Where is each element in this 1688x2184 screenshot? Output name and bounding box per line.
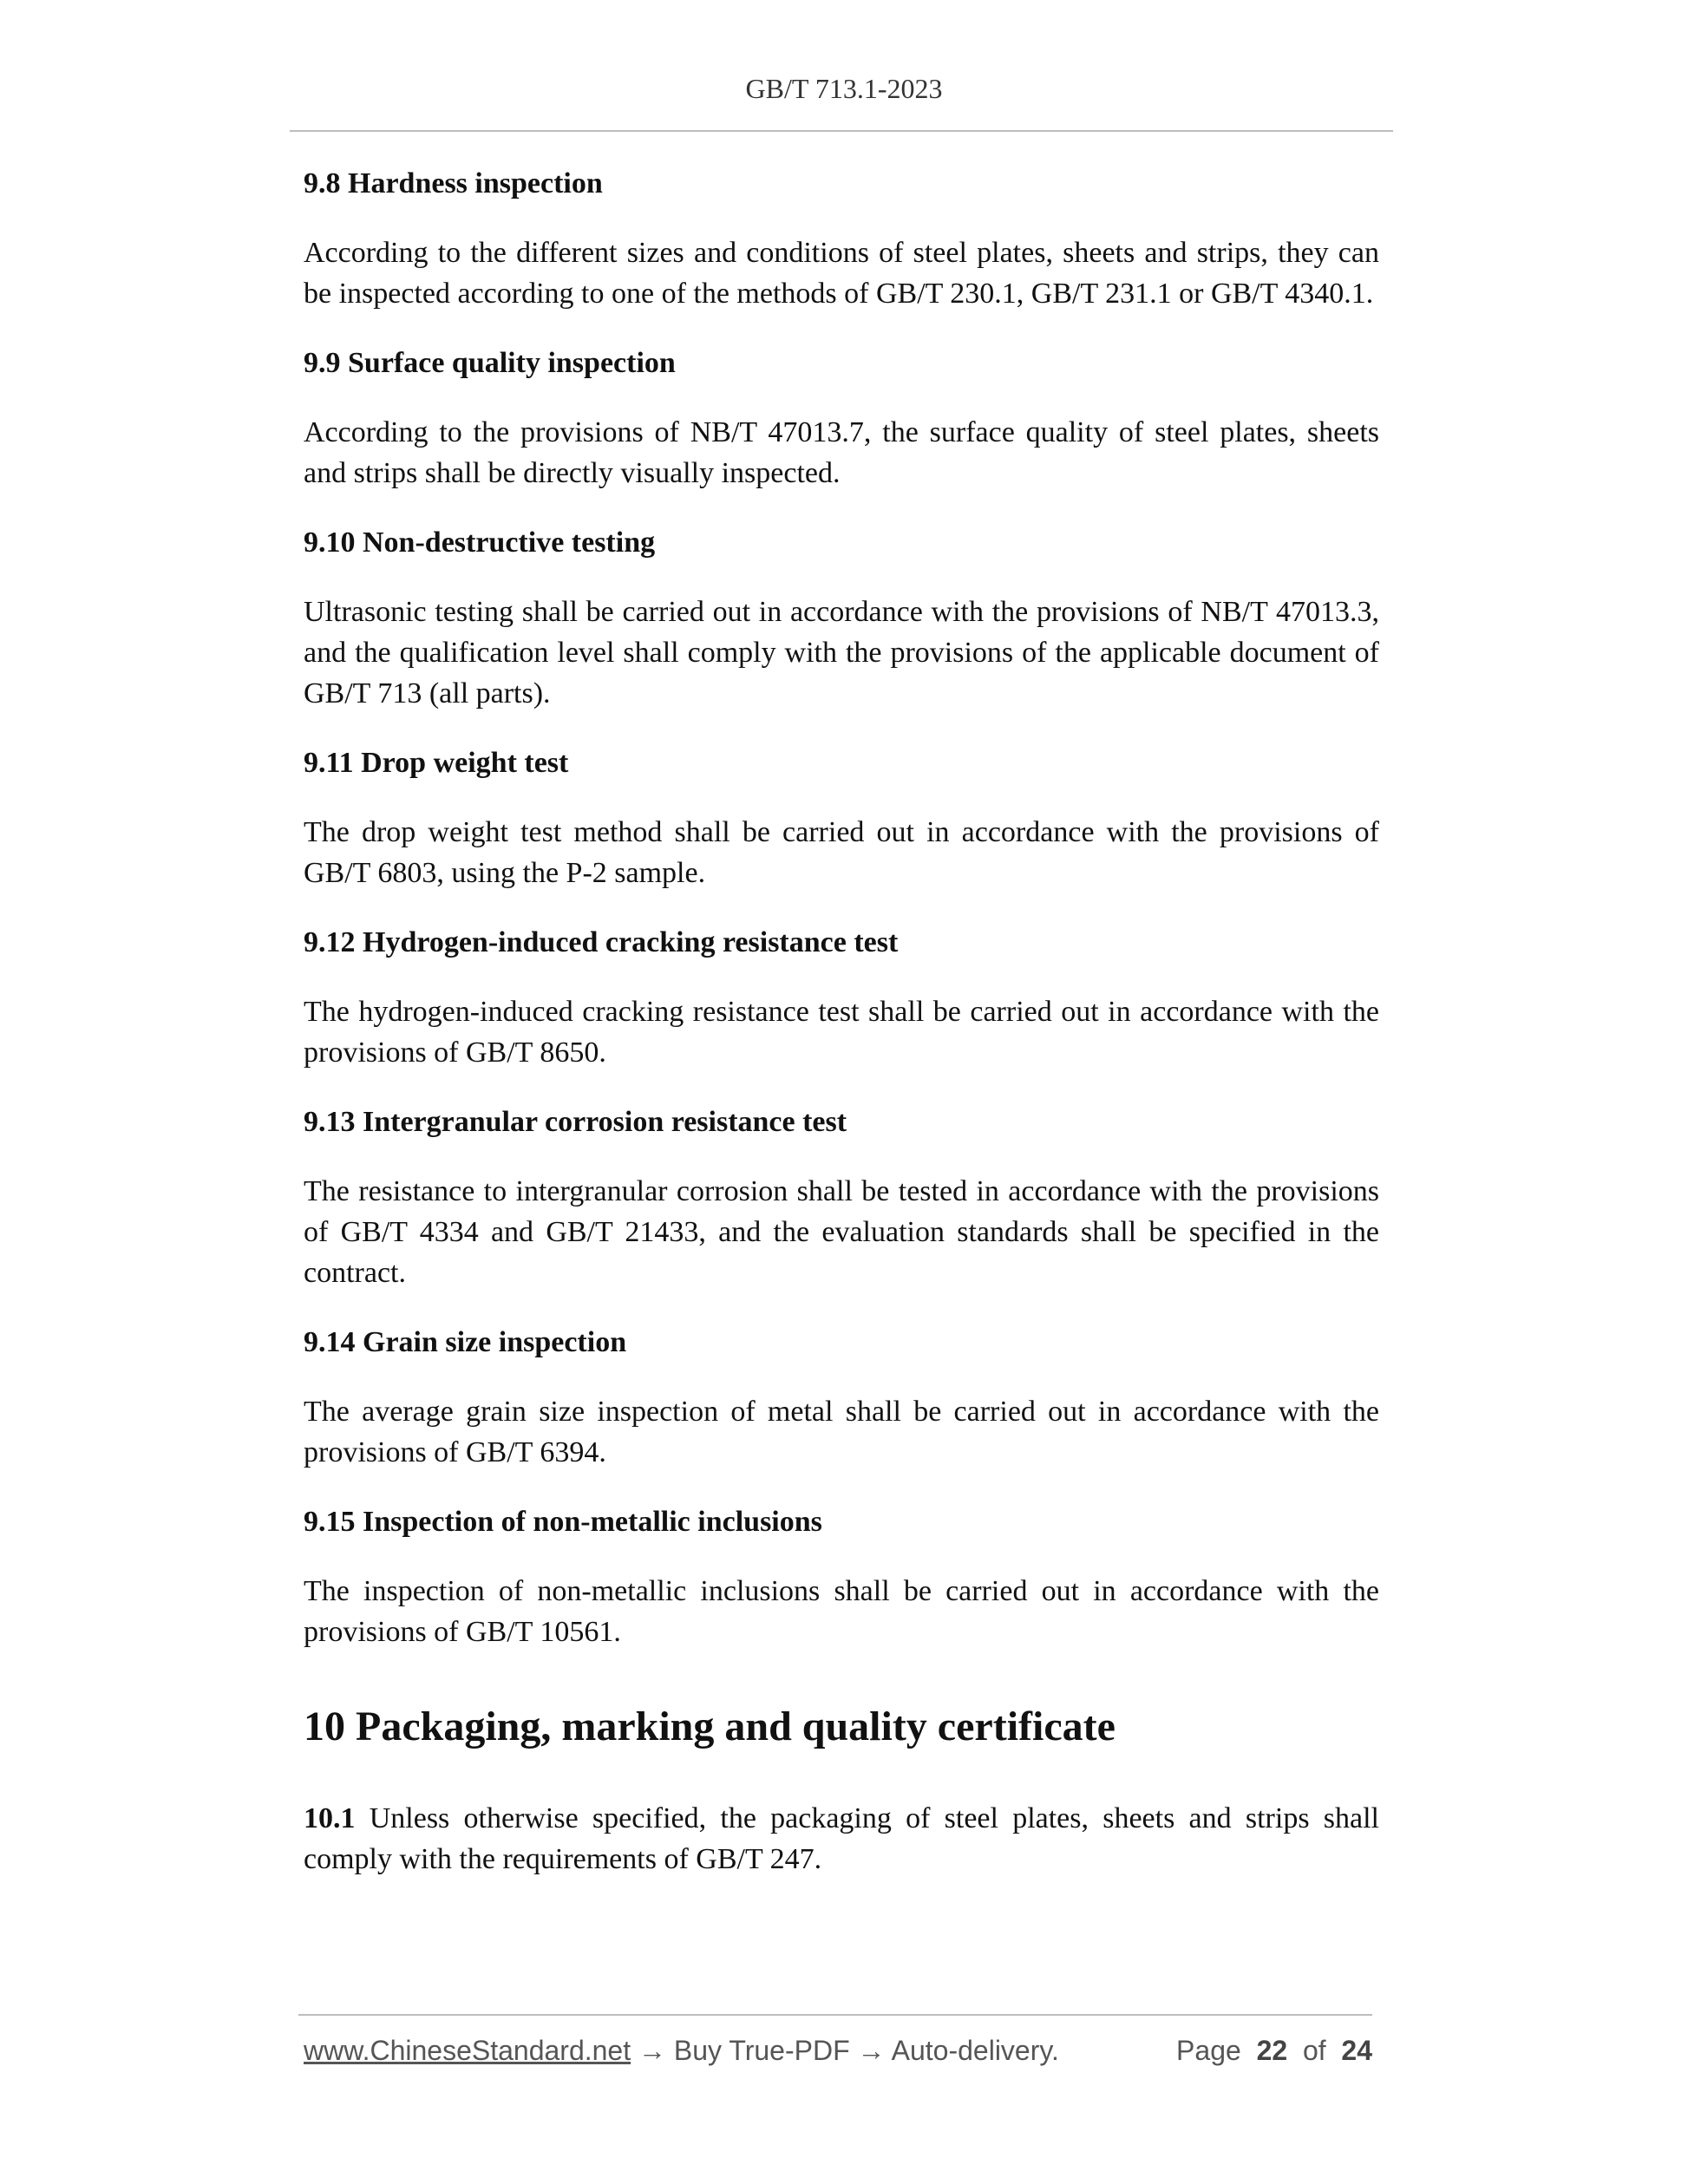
footer-promo	[304, 2035, 1059, 2067]
page-footer	[304, 2035, 1372, 2067]
section-9-9	[304, 344, 1379, 494]
document-body	[304, 165, 1379, 1910]
section-9-12	[304, 924, 1379, 1073]
section-9-11	[304, 744, 1379, 893]
section-9-13	[304, 1103, 1379, 1293]
section-paragraph: Ultrasonic testing shall be carried out in accordance with the provisions of NB/T 47013.3, and the qualification level shall comply with the provisions of the applicable document of GB/T 713 (all parts).	[304, 596, 1379, 709]
section-heading: 9.11 Drop weight test	[304, 747, 569, 779]
clause-number: 10.1	[304, 1802, 356, 1834]
section-paragraph: According to the provisions of NB/T 47013.7, the surface quality of steel plates, sheets and strips shall be directly visually inspected.	[304, 416, 1379, 489]
clause-10-1	[304, 1798, 1379, 1880]
page-number: 22	[1256, 2035, 1288, 2066]
section-9-10	[304, 524, 1379, 714]
section-9-14	[304, 1324, 1379, 1473]
section-heading: 9.15 Inspection of non-metallic inclusions	[304, 1506, 822, 1538]
section-heading: 9.9 Surface quality inspection	[304, 347, 676, 379]
section-9-8	[304, 165, 1379, 314]
footer-promo-text: → Buy True-PDF → Auto-delivery.	[631, 2035, 1059, 2066]
clause-text: Unless otherwise specified, the packaging of steel plates, sheets and strips shall comply with the requirements of GB/T 247.	[304, 1802, 1379, 1875]
page-header: GB/T 713.1-2023	[745, 73, 943, 104]
page-counter	[1176, 2035, 1372, 2067]
section-heading: 9.13 Intergranular corrosion resistance test	[304, 1106, 847, 1138]
section-heading: 9.10 Non-destructive testing	[304, 526, 656, 559]
section-paragraph: The hydrogen-induced cracking resistance test shall be carried out in accordance with the provisions of GB/T 8650.	[304, 996, 1379, 1069]
section-paragraph: The resistance to intergranular corrosion shall be tested in accordance with the provisions of GB/T 4334 and GB/T 21433, and the evaluation standards shall be specified in the contract.	[304, 1175, 1379, 1289]
section-paragraph: The drop weight test method shall be carried out in accordance with the provisions of GB/T 6803, using the P-2 sample.	[304, 816, 1379, 889]
page-total: 24	[1341, 2035, 1372, 2066]
section-heading: 9.12 Hydrogen-induced cracking resistance test	[304, 926, 899, 958]
of-label: of	[1302, 2035, 1326, 2066]
footer-divider	[298, 2014, 1372, 2016]
section-9-15	[304, 1503, 1379, 1652]
website-link[interactable]: www.ChineseStandard.net	[304, 2035, 631, 2066]
section-paragraph: The average grain size inspection of metal shall be carried out in accordance with the provisions of GB/T 6394.	[304, 1396, 1379, 1468]
chapter-heading: 10 Packaging, marking and quality certificate	[304, 1703, 1116, 1749]
header-divider	[290, 130, 1393, 132]
section-heading: 9.8 Hardness inspection	[304, 167, 603, 199]
section-paragraph: According to the different sizes and conditions of steel plates, sheets and strips, they can be inspected according to one of the methods of GB/T 230.1, GB/T 231.1 or GB/T 4340.1.	[304, 237, 1379, 310]
section-heading: 9.14 Grain size inspection	[304, 1326, 627, 1358]
page-label: Page	[1176, 2035, 1241, 2066]
section-paragraph: The inspection of non-metallic inclusions shall be carried out in accordance with the provisions of GB/T 10561.	[304, 1575, 1379, 1648]
